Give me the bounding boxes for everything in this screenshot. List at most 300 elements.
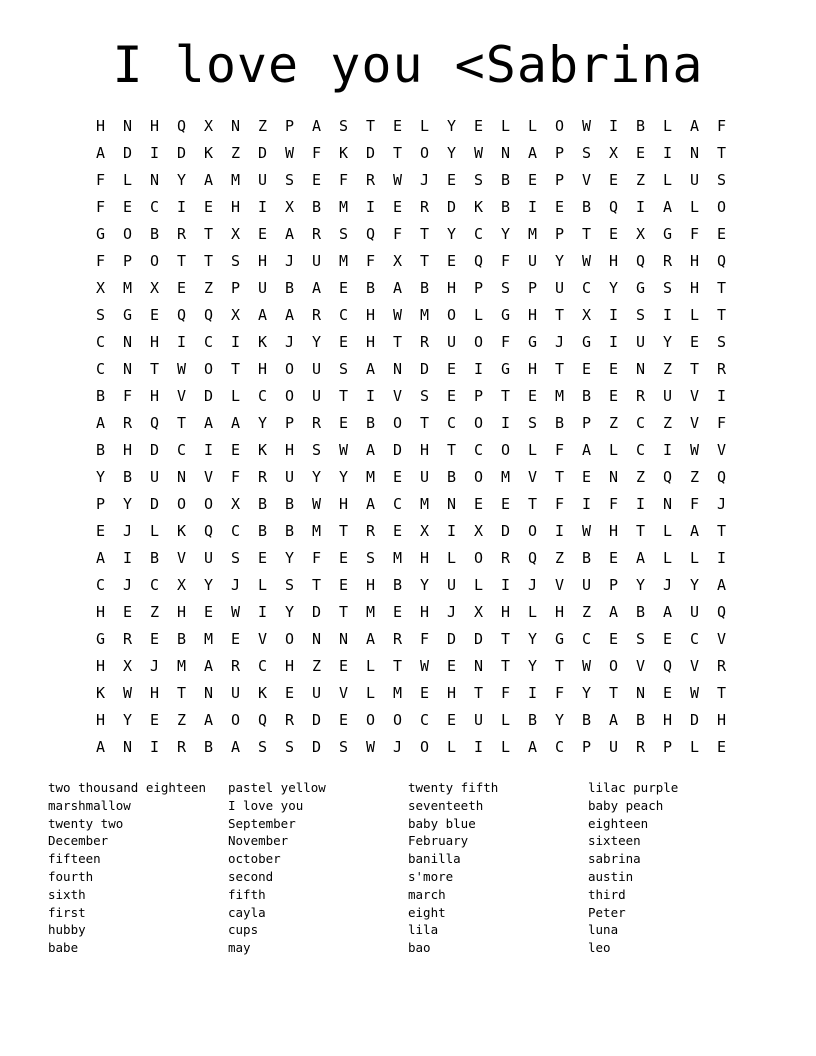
grid-cell: W [122,684,133,702]
word-list-item: banilla [408,851,461,867]
grid-cell: X [608,144,619,162]
grid-cell: C [419,711,430,729]
grid-cell: Z [257,117,268,135]
grid-cell: Y [338,468,349,486]
grid-cell: U [581,576,592,594]
word-list-item: baby peach [588,797,664,813]
grid-cell: B [95,387,106,405]
grid-cell: I [149,144,160,162]
grid-cell: E [419,684,430,702]
grid-cell: X [122,657,133,675]
grid-cell: O [473,414,484,432]
grid-cell: U [689,171,700,189]
grid-cell: O [203,360,214,378]
grid-cell: T [176,684,187,702]
grid-cell: I [581,495,592,513]
grid-row [87,680,735,707]
grid-cell: Y [446,225,457,243]
grid-cell: X [581,306,592,324]
grid-cell: N [203,684,214,702]
grid-cell: M [176,657,187,675]
grid-cell: C [581,279,592,297]
grid-cell: H [176,603,187,621]
grid-row [87,545,735,572]
grid-cell: H [689,252,700,270]
grid-cell: S [635,630,646,648]
word-list-item: twenty fifth [408,780,499,795]
grid-cell: W [365,738,376,756]
grid-cell: T [176,414,187,432]
grid-cell: O [500,441,511,459]
grid-cell: B [500,198,511,216]
grid-cell: K [257,333,268,351]
grid-cell: U [527,252,538,270]
word-list-item: bao [408,940,431,956]
word-list-item: fifth [228,886,266,902]
grid-cell: D [149,495,160,513]
grid-cell: O [419,738,430,756]
grid-cell: H [446,279,457,297]
grid-cell: T [554,360,565,378]
word-list-item: third [588,886,626,902]
grid-cell: S [500,279,511,297]
grid-cell: S [284,738,295,756]
grid-cell: U [446,576,457,594]
grid-cell: I [230,333,241,351]
grid-cell: Y [527,630,538,648]
grid-cell: K [338,144,349,162]
grid-cell: Y [176,171,187,189]
grid-cell: T [365,117,376,135]
grid-cell: K [257,684,268,702]
grid-cell: J [554,333,565,351]
grid-cell: A [203,171,214,189]
grid-cell: A [230,738,241,756]
grid-cell: Y [446,117,457,135]
word-column [588,779,768,957]
grid-cell: C [338,306,349,324]
grid-cell: U [149,468,160,486]
grid-cell: L [500,117,511,135]
grid-cell: T [149,360,160,378]
grid-cell: J [446,603,457,621]
grid-cell: F [689,495,700,513]
grid-cell: Y [662,333,673,351]
grid-cell: I [608,117,619,135]
grid-cell: Y [257,414,268,432]
grid-cell: E [446,387,457,405]
grid-cell: T [473,684,484,702]
grid-cell: I [446,522,457,540]
grid-cell: D [203,387,214,405]
grid-cell: B [284,279,295,297]
grid-cell: M [365,603,376,621]
grid-cell: D [392,441,403,459]
grid-cell: A [203,657,214,675]
word-list-item: october [228,851,281,867]
grid-cell: U [311,252,322,270]
grid-cell: E [257,225,268,243]
grid-cell: E [446,252,457,270]
grid-cell: T [338,387,349,405]
grid-cell: A [716,576,727,594]
grid-cell: M [527,225,538,243]
grid-cell: V [257,630,268,648]
grid-cell: B [311,198,322,216]
grid-cell: B [581,711,592,729]
grid-cell: B [176,630,187,648]
grid-cell: W [581,522,592,540]
grid-cell: N [338,630,349,648]
grid-cell: N [635,684,646,702]
grid-cell: Y [635,576,646,594]
grid-cell: R [230,657,241,675]
grid-cell: C [95,360,106,378]
grid-cell: S [338,225,349,243]
grid-cell: U [230,684,241,702]
grid-cell: A [689,522,700,540]
grid-cell: G [635,279,646,297]
grid-cell: T [716,522,727,540]
grid-cell: J [662,576,673,594]
grid-cell: V [176,387,187,405]
word-list-item: twenty two [48,815,124,831]
grid-cell: C [230,522,241,540]
word-list-item: sixth [48,886,86,902]
grid-cell: F [95,252,106,270]
grid-cell: J [149,657,160,675]
grid-cell: F [716,117,727,135]
grid-cell: B [581,198,592,216]
grid-cell: L [662,171,673,189]
grid-cell: F [554,495,565,513]
grid-cell: X [203,117,214,135]
grid-cell: C [635,414,646,432]
grid-cell: G [662,225,673,243]
grid-cell: T [608,684,619,702]
grid-cell: A [635,549,646,567]
grid-cell: L [689,306,700,324]
grid-cell: E [608,360,619,378]
grid-cell: M [392,549,403,567]
grid-cell: I [365,387,376,405]
grid-cell: M [338,198,349,216]
grid-cell: R [257,468,268,486]
grid-cell: V [581,171,592,189]
grid-cell: V [716,630,727,648]
grid-cell: D [689,711,700,729]
grid-cell: P [527,279,538,297]
word-list-item: baby blue [408,815,476,831]
grid-cell: R [311,306,322,324]
grid-row [87,518,735,545]
grid-cell: U [311,387,322,405]
grid-cell: I [662,144,673,162]
grid-cell: A [203,414,214,432]
grid-cell: F [419,630,430,648]
grid-cell: X [230,306,241,324]
grid-cell: Y [689,576,700,594]
grid-cell: E [446,360,457,378]
grid-cell: I [500,414,511,432]
grid-cell: W [689,441,700,459]
grid-cell: P [581,414,592,432]
grid-cell: H [230,198,241,216]
word-list-item: fifteen [48,851,101,867]
grid-cell: A [257,306,268,324]
grid-cell: M [419,306,430,324]
grid-cell: Z [608,414,619,432]
grid-cell: H [149,333,160,351]
grid-cell: I [257,603,268,621]
word-list-item: leo [588,940,611,956]
grid-row [87,734,735,761]
grid-cell: F [716,414,727,432]
grid-cell: O [122,225,133,243]
grid-cell: W [230,603,241,621]
grid-cell: T [176,252,187,270]
grid-cell: S [473,171,484,189]
grid-cell: U [608,738,619,756]
grid-cell: P [554,171,565,189]
grid-cell: A [608,603,619,621]
grid-cell: R [419,333,430,351]
word-list-item: hubby [48,922,86,938]
grid-cell: P [554,225,565,243]
grid-cell: T [419,252,430,270]
grid-cell: Y [554,252,565,270]
grid-cell: H [500,603,511,621]
grid-row [87,653,735,680]
grid-cell: H [365,576,376,594]
grid-cell: E [608,171,619,189]
grid-cell: M [203,630,214,648]
grid-cell: B [581,387,592,405]
grid-cell: P [662,738,673,756]
grid-cell: E [392,468,403,486]
grid-cell: T [203,252,214,270]
grid-cell: C [176,441,187,459]
grid-cell: Q [257,711,268,729]
grid-cell: T [635,522,646,540]
grid-cell: E [473,117,484,135]
grid-row [87,329,735,356]
grid-cell: J [230,576,241,594]
grid-cell: V [392,387,403,405]
grid-cell: S [716,171,727,189]
grid-cell: C [392,495,403,513]
grid-cell: F [689,225,700,243]
grid-cell: A [689,117,700,135]
grid-cell: Q [365,225,376,243]
grid-cell: C [635,441,646,459]
grid-cell: I [473,360,484,378]
grid-row [87,221,735,248]
grid-cell: H [365,306,376,324]
grid-cell: E [608,387,619,405]
grid-cell: A [581,441,592,459]
grid-cell: H [257,252,268,270]
grid-row [87,302,735,329]
grid-cell: A [392,279,403,297]
word-list [48,779,768,957]
grid-cell: W [338,441,349,459]
grid-cell: F [365,252,376,270]
grid-cell: X [284,198,295,216]
grid-row [87,599,735,626]
grid-cell: L [689,198,700,216]
grid-cell: J [716,495,727,513]
grid-cell: N [149,171,160,189]
grid-cell: O [716,198,727,216]
grid-cell: B [500,171,511,189]
grid-cell: R [500,549,511,567]
grid-cell: L [662,549,673,567]
grid-cell: I [176,198,187,216]
grid-cell: P [581,738,592,756]
grid-cell: E [338,333,349,351]
grid-cell: K [473,198,484,216]
grid-cell: E [230,630,241,648]
grid-cell: U [311,684,322,702]
grid-cell: B [419,279,430,297]
grid-cell: E [203,198,214,216]
grid-cell: M [338,252,349,270]
grid-cell: T [527,495,538,513]
grid-cell: L [527,603,538,621]
grid-cell: D [149,441,160,459]
grid-cell: Z [689,468,700,486]
grid-cell: T [716,279,727,297]
grid-cell: Q [149,414,160,432]
grid-cell: Y [311,468,322,486]
grid-cell: E [500,495,511,513]
grid-cell: Z [554,549,565,567]
grid-cell: A [311,117,322,135]
grid-cell: T [203,225,214,243]
grid-cell: E [338,414,349,432]
grid-cell: R [392,630,403,648]
grid-cell: G [554,630,565,648]
grid-cell: E [581,360,592,378]
grid-cell: P [230,279,241,297]
grid-cell: S [662,279,673,297]
grid-cell: J [122,522,133,540]
grid-cell: Q [203,522,214,540]
grid-cell: T [446,441,457,459]
grid-cell: R [365,171,376,189]
word-list-item: marshmallow [48,797,131,813]
grid-cell: H [608,522,619,540]
grid-cell: A [230,414,241,432]
grid-cell: Y [122,711,133,729]
grid-cell: B [284,495,295,513]
grid-cell: G [500,360,511,378]
grid-cell: N [662,495,673,513]
grid-cell: H [716,711,727,729]
grid-cell: U [419,468,430,486]
grid-cell: L [662,522,673,540]
grid-cell: C [149,198,160,216]
grid-cell: Q [608,198,619,216]
grid-cell: J [392,738,403,756]
grid-cell: U [257,279,268,297]
word-list-item: two thousand eighteen [48,780,207,795]
grid-cell: J [527,576,538,594]
grid-cell: D [311,738,322,756]
grid-cell: Y [95,468,106,486]
grid-cell: H [149,684,160,702]
grid-cell: Y [527,657,538,675]
grid-cell: D [311,603,322,621]
word-list-item: cups [228,922,259,938]
grid-cell: V [635,657,646,675]
grid-cell: E [554,198,565,216]
grid-cell: T [554,306,565,324]
grid-cell: E [662,630,673,648]
grid-cell: W [581,252,592,270]
grid-cell: C [203,333,214,351]
grid-cell: F [95,171,106,189]
grid-cell: X [473,522,484,540]
grid-cell: I [176,333,187,351]
grid-cell: L [446,549,457,567]
grid-cell: L [527,441,538,459]
grid-cell: I [257,198,268,216]
grid-cell: M [500,468,511,486]
grid-cell: W [392,171,403,189]
grid-cell: O [446,306,457,324]
grid-cell: M [230,171,241,189]
grid-cell: C [473,441,484,459]
word-list-item: may [228,940,251,956]
grid-cell: H [149,387,160,405]
grid-cell: H [608,252,619,270]
grid-cell: F [500,252,511,270]
grid-row [87,437,735,464]
grid-cell: X [149,279,160,297]
grid-cell: R [176,738,187,756]
grid-row [87,410,735,437]
grid-cell: E [608,225,619,243]
grid-cell: I [662,441,673,459]
grid-cell: Q [176,306,187,324]
grid-cell: P [608,576,619,594]
grid-cell: R [635,738,646,756]
grid-cell: I [122,549,133,567]
grid-cell: L [608,441,619,459]
grid-cell: X [473,603,484,621]
grid-cell: L [122,171,133,189]
grid-cell: A [365,441,376,459]
grid-cell: H [419,549,430,567]
grid-cell: E [392,198,403,216]
grid-cell: O [176,495,187,513]
grid-cell: Y [284,549,295,567]
grid-cell: E [203,603,214,621]
word-list-item: lilac purple [588,780,679,795]
grid-cell: E [635,144,646,162]
grid-cell: B [284,522,295,540]
grid-cell: Y [284,603,295,621]
grid-cell: R [662,252,673,270]
grid-cell: J [284,333,295,351]
grid-cell: P [95,495,106,513]
grid-row [87,140,735,167]
grid-cell: L [527,117,538,135]
grid-cell: I [527,684,538,702]
word-column [408,779,588,957]
